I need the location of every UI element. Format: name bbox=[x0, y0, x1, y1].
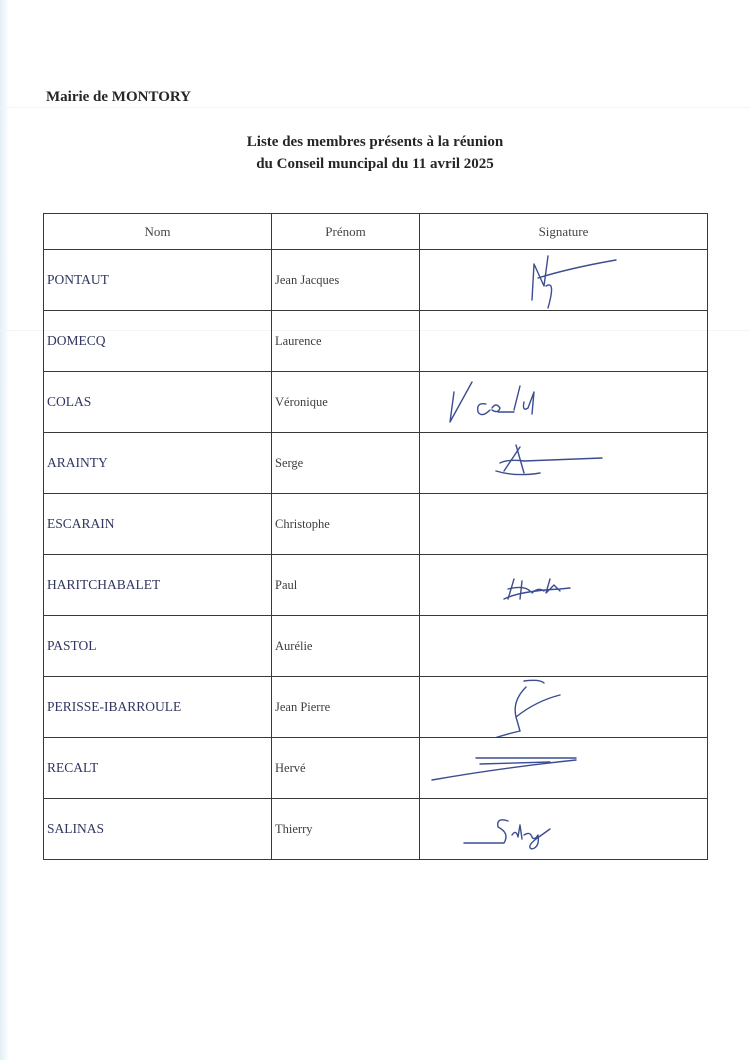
signature-cell bbox=[420, 250, 708, 311]
member-last-name: RECALT bbox=[44, 738, 272, 799]
member-first-name: Thierry bbox=[272, 799, 420, 860]
column-header-prenom: Prénom bbox=[272, 214, 420, 250]
signature-cell bbox=[420, 494, 708, 555]
table-header-row bbox=[44, 214, 708, 250]
signature-cell bbox=[420, 555, 708, 616]
signature-cell bbox=[420, 738, 708, 799]
table-row bbox=[44, 372, 708, 433]
handwritten-signature bbox=[420, 799, 706, 859]
member-first-name: Christophe bbox=[272, 494, 420, 555]
table-row bbox=[44, 555, 708, 616]
signature-cell bbox=[420, 311, 708, 372]
document-title-line-2: du Conseil muncipal du 11 avril 2025 bbox=[256, 156, 494, 172]
member-first-name: Hervé bbox=[272, 738, 420, 799]
handwritten-signature bbox=[420, 250, 706, 310]
document-title-line-1: Liste des membres présents à la réunion bbox=[246, 134, 504, 150]
attendance-table bbox=[43, 213, 708, 860]
organization-name: Mairie de MONTORY bbox=[46, 89, 192, 105]
table-row bbox=[44, 250, 708, 311]
table-row bbox=[44, 799, 708, 860]
handwritten-signature bbox=[420, 677, 706, 737]
handwritten-signature bbox=[420, 372, 706, 432]
handwritten-signature bbox=[420, 433, 706, 493]
column-header-nom: Nom bbox=[44, 214, 272, 250]
member-first-name: Serge bbox=[272, 433, 420, 494]
table-row bbox=[44, 738, 708, 799]
member-last-name: DOMECQ bbox=[44, 311, 272, 372]
signature-cell bbox=[420, 677, 708, 738]
member-last-name: PERISSE-IBARROULE bbox=[44, 677, 272, 738]
signature-cell bbox=[420, 433, 708, 494]
signature-cell bbox=[420, 372, 708, 433]
column-header-signature: Signature bbox=[420, 214, 708, 250]
table-row bbox=[44, 616, 708, 677]
table-row bbox=[44, 494, 708, 555]
handwritten-signature bbox=[420, 555, 706, 615]
member-first-name: Jean Pierre bbox=[272, 677, 420, 738]
signature-cell bbox=[420, 616, 708, 677]
member-last-name: ARAINTY bbox=[44, 433, 272, 494]
signature-cell bbox=[420, 799, 708, 860]
member-last-name: HARITCHABALET bbox=[44, 555, 272, 616]
table-row bbox=[44, 433, 708, 494]
member-last-name: PASTOL bbox=[44, 616, 272, 677]
member-first-name: Véronique bbox=[272, 372, 420, 433]
table-row bbox=[44, 311, 708, 372]
member-last-name: ESCARAIN bbox=[44, 494, 272, 555]
handwritten-signature bbox=[420, 738, 706, 798]
member-last-name: PONTAUT bbox=[44, 250, 272, 311]
member-first-name: Jean Jacques bbox=[272, 250, 420, 311]
member-last-name: COLAS bbox=[44, 372, 272, 433]
member-first-name: Paul bbox=[272, 555, 420, 616]
member-last-name: SALINAS bbox=[44, 799, 272, 860]
member-first-name: Aurélie bbox=[272, 616, 420, 677]
scan-line bbox=[0, 107, 750, 108]
member-first-name: Laurence bbox=[272, 311, 420, 372]
table-row bbox=[44, 677, 708, 738]
